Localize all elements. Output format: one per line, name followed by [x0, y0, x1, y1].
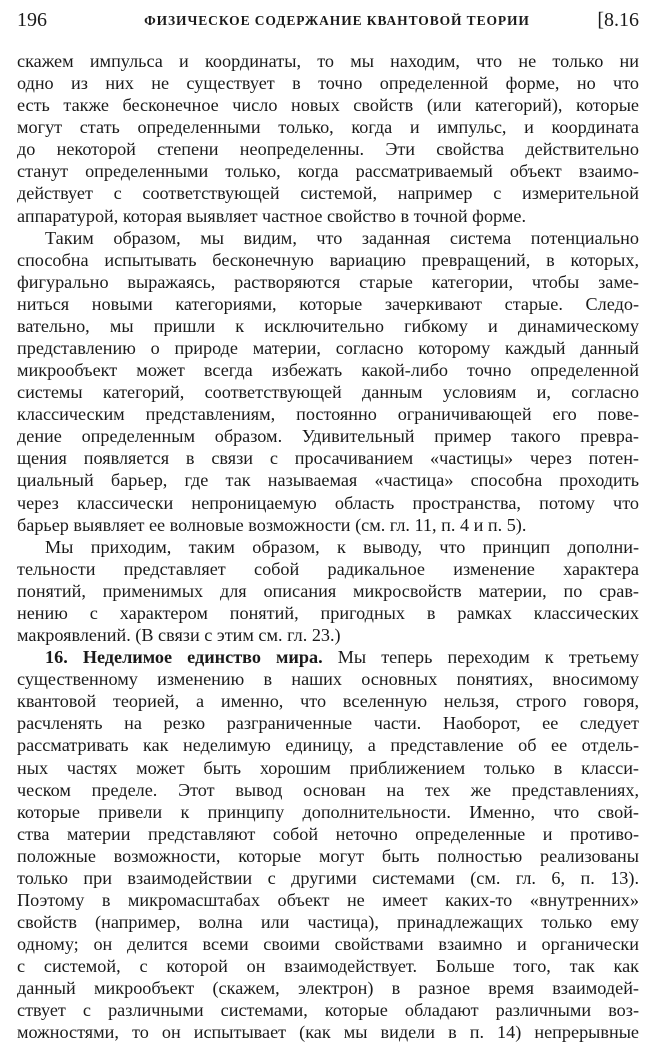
- text-line: скажем импульса и координаты, то мы находим, что не только ни: [17, 51, 639, 71]
- text-line: системы категорий, соответствующей данным условиям и, согласно: [17, 382, 639, 403]
- text-line: действует с соответствующей системой, например с измерительной: [17, 183, 639, 204]
- text-line: щения появляется в связи с просачиванием «частицы» через потен-: [17, 448, 639, 469]
- text-line: способна испытывать бесконечную вариацию превращений, в которых,: [17, 249, 639, 270]
- running-head: [17, 6, 639, 34]
- text-line: представлению о природе материи, согласно которому каждый данный: [17, 338, 639, 359]
- text-line: микрообъект может всегда избежать какой-либо точно определенной: [17, 360, 639, 381]
- text-line: только при взаимодействии с другими системами (см. гл. 6, п. 13).: [17, 867, 639, 888]
- text-line: ных частях может быть хорошим приближением только в класси-: [17, 757, 639, 778]
- text-line: понятий, применимых для описания микросвойств материи, по срав-: [17, 580, 639, 601]
- section-heading-line: [17, 646, 639, 668]
- section-heading: 16. Неделимое единство мира.: [45, 647, 323, 668]
- text-line: дение определенным образом. Удивительный пример такого превра-: [17, 426, 639, 447]
- text-line: станут определенными только, когда рассматриваемый объект взаимо-: [17, 161, 639, 182]
- running-title: ФИЗИЧЕСКОЕ СОДЕРЖАНИЕ КВАНТОВОЙ ТЕОРИИ: [144, 13, 530, 28]
- text-line: фигурально выражаясь, растворяются старые категории, чтобы заме-: [17, 271, 639, 292]
- text-line: Мы теперь переходим к третьему: [337, 647, 639, 668]
- text-line: Поэтому в микромасштабах объект не имеет каких-то «внутренних»: [17, 889, 639, 910]
- text-line: ческом пределе. Этот вывод основан на тех же представлениях,: [17, 779, 639, 800]
- text-line: Мы приходим, таким образом, к выводу, что принцип дополни-: [45, 536, 639, 557]
- text-line: данный микрообъект (скажем, электрон) в разное время взаимодей-: [17, 978, 639, 999]
- text-line: аппаратурой, которая выявляет частное свойство в точной форме.: [17, 205, 526, 226]
- text-line: классическим представлениям, постоянно ограничивающей его пове-: [17, 404, 639, 425]
- text-line: одному; он делится всеми своими свойствами взаимно и органически: [17, 934, 639, 955]
- text-line: через классически непроницаемую область пространства, потому что: [17, 492, 639, 513]
- section-reference: [8.16: [597, 9, 639, 31]
- text-line: вательно, мы пришли к исключительно гибкому и динамическому: [17, 315, 639, 336]
- text-line: ствует с различными системами, которые обладают различными воз-: [17, 1000, 639, 1021]
- text-line: до некоторой степени неопределенны. Эти свойства действительно: [17, 139, 639, 160]
- text-line: с системой, с которой он взаимодействует. Больше того, так как: [17, 956, 639, 977]
- text-line: Таким образом, мы видим, что заданная система потенциально: [45, 227, 639, 248]
- text-line: макроявлений. (В связи с этим см. гл. 23.): [17, 625, 341, 646]
- text-line: расчленять на резко разграниченные части. Наоборот, ее следует: [17, 713, 639, 734]
- text-line: можностями, то он испытывает (как мы видели в п. 14) непрерывные: [17, 1022, 639, 1043]
- body-text: [17, 50, 639, 1044]
- text-line: ниться новыми категориями, которые зачеркивают старые. Следо-: [17, 293, 639, 314]
- text-line: свойств (например, волна или частица), принадлежащих только ему: [17, 912, 639, 933]
- text-line: циальный барьер, где так называемая «частица» способна проходить: [17, 470, 639, 491]
- text-line: которые привели к принципу дополнительности. Именно, что свой-: [17, 801, 639, 822]
- text-line: есть также бесконечное число новых свойств (или категорий), которые: [17, 95, 639, 116]
- text-line: нению с характером понятий, пригодных в рамках классических: [17, 602, 639, 623]
- text-line: барьер выявляет ее волновые возможности (см. гл. 11, п. 4 и п. 5).: [17, 514, 527, 535]
- text-line: существенному изменению в наших основных понятиях, вносимому: [17, 669, 639, 690]
- text-line: квантовой теорией, а именно, что вселенную нельзя, строго говоря,: [17, 691, 639, 712]
- text-line: рассматривать как неделимую единицу, а представление об ее отдель-: [17, 735, 639, 756]
- text-line: могут стать определенными только, когда и импульс, и координата: [17, 117, 639, 138]
- text-line: тельности представляет собой радикальное изменение характера: [17, 558, 639, 579]
- text-line: ства материи представляют собой неточно определенные и противо-: [17, 823, 639, 844]
- page-number: 196: [17, 9, 47, 31]
- text-line: одно из них не существует в точно определенной форме, но что: [17, 73, 639, 94]
- text-line: положные возможности, которые могут быть полностью реализованы: [17, 845, 639, 866]
